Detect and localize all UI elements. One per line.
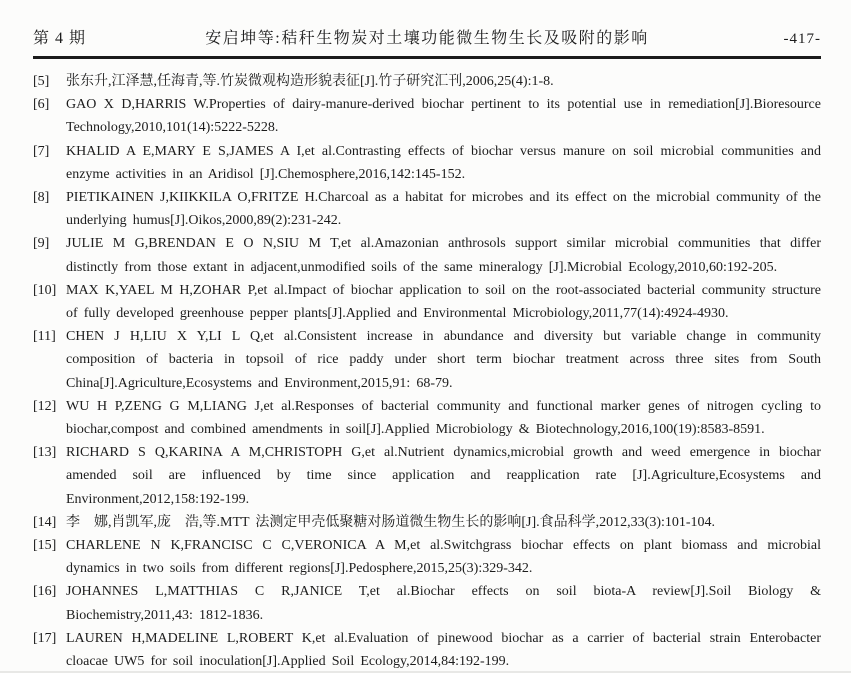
page-header [33, 30, 821, 48]
reference-text: MAX K,YAEL M H,ZOHAR P,et al.Impact of biochar application to soil on the root-associated bacterial community structure of fully developed greenhouse pepper plants[J].Applied and Environmental Microbiology,2011,77(14):4924-4930. [66, 282, 821, 322]
reference-text: 李 娜,肖凯军,庞 浩,等.MTT 法测定甲壳低聚糖对肠道微生物生长的影响[J].食品科学,2012,33(3):101-104. [66, 514, 716, 530]
reference-text: WU H P,ZENG G M,LIANG J,et al.Responses of bacterial community and functional marker genes of nitrogen cycling to biochar,compost and combined amendments in soil[J].Applied Microbiology & Biotechnology,2016,100(19):8583-8591. [66, 398, 821, 438]
reference-text: 张东升,江泽慧,任海青,等.竹炭微观构造形貌表征[J].竹子研究汇刊,2006,25(4):1-8. [66, 74, 554, 89]
page-number: -417- [783, 31, 821, 47]
reference-number: [14] [33, 514, 57, 530]
reference-item [33, 279, 821, 325]
running-title: 安启坤等:秸秆生物炭对土壤功能微生物生长及吸附的影响 [205, 30, 649, 47]
reference-item [33, 70, 821, 93]
reference-number: [7] [33, 143, 50, 159]
reference-item [33, 580, 821, 626]
reference-number: [17] [33, 630, 57, 646]
reference-number: [11] [33, 329, 56, 345]
reference-number: [12] [33, 398, 57, 414]
reference-number: [5] [33, 74, 50, 89]
reference-text: GAO X D,HARRIS W.Properties of dairy-manure-derived biochar pertinent to its potential use in remediation[J].Bioresource Technology,2010,101(14):5222-5228. [66, 97, 821, 136]
reference-text: JOHANNES L,MATTHIAS C R,JANICE T,et al.Biochar effects on soil biota-A review[J].Soil Biology & Biochemistry,2011,43: 1812-1836. [66, 584, 821, 623]
reference-item [33, 232, 821, 278]
reference-item [33, 140, 821, 186]
reference-item [33, 441, 821, 511]
reference-number: [6] [33, 97, 50, 113]
reference-text: PIETIKAINEN J,KIIKKILA O,FRITZE H.Charcoal as a habitat for microbes and its effect on the microbial community of the underlying humus[J].Oikos,2000,89(2):231-242. [66, 190, 821, 229]
reference-text: LAUREN H,MADELINE L,ROBERT K,et al.Evaluation of pinewood biochar as a carrier of bacterial strain Enterobacter cloacae UW5 for soil inoculation[J].Applied Soil Ecology,2014,84:192-199. [66, 630, 821, 670]
reference-item [33, 186, 821, 232]
reference-item [33, 395, 821, 441]
reference-number: [15] [33, 538, 57, 554]
reference-item [33, 325, 821, 395]
reference-list [33, 70, 821, 673]
reference-text: CHEN J H,LIU X Y,LI L Q,et al.Consistent increase in abundance and diversity but variable change in community composition of bacteria in topsoil of rice paddy under short term biochar treatment across three sites from South China[J].Agriculture,Ecosystems and Environment,2015,91: 68-79. [66, 329, 821, 391]
reference-number: [10] [33, 282, 57, 298]
reference-text: RICHARD S Q,KARINA A M,CHRISTOPH G,et al.Nutrient dynamics,microbial growth and weed emergence in biochar amended soil are influenced by time since application and reapplication rate [J].Agriculture,Ecosystems and Environment,2012,158:192-199. [66, 445, 821, 507]
reference-number: [13] [33, 445, 57, 461]
reference-number: [9] [33, 236, 50, 252]
journal-issue-label: 第 4 期 [33, 30, 87, 47]
reference-item [33, 93, 821, 139]
reference-item [33, 534, 821, 580]
reference-number: [16] [33, 584, 57, 600]
header-divider [33, 56, 821, 59]
reference-item [33, 627, 821, 673]
reference-item [33, 511, 821, 534]
reference-text: CHARLENE N K,FRANCISC C C,VERONICA A M,et al.Switchgrass biochar effects on plant biomass and microbial dynamics in two soils from different regions[J].Pedosphere,2015,25(3):329-342. [66, 538, 821, 577]
reference-text: KHALID A E,MARY E S,JAMES A I,et al.Contrasting effects of biochar versus manure on soil microbial communities and enzyme activities in an Aridisol [J].Chemosphere,2016,142:145-152. [66, 143, 821, 182]
reference-number: [8] [33, 190, 50, 206]
reference-text: JULIE M G,BRENDAN E O N,SIU M T,et al.Amazonian anthrosols support similar microbial communities that differ distinctly from those extant in adjacent,unmodified soils of the same mineralogy [J].Microbial Ecology,2010,60:192-205. [66, 236, 821, 275]
